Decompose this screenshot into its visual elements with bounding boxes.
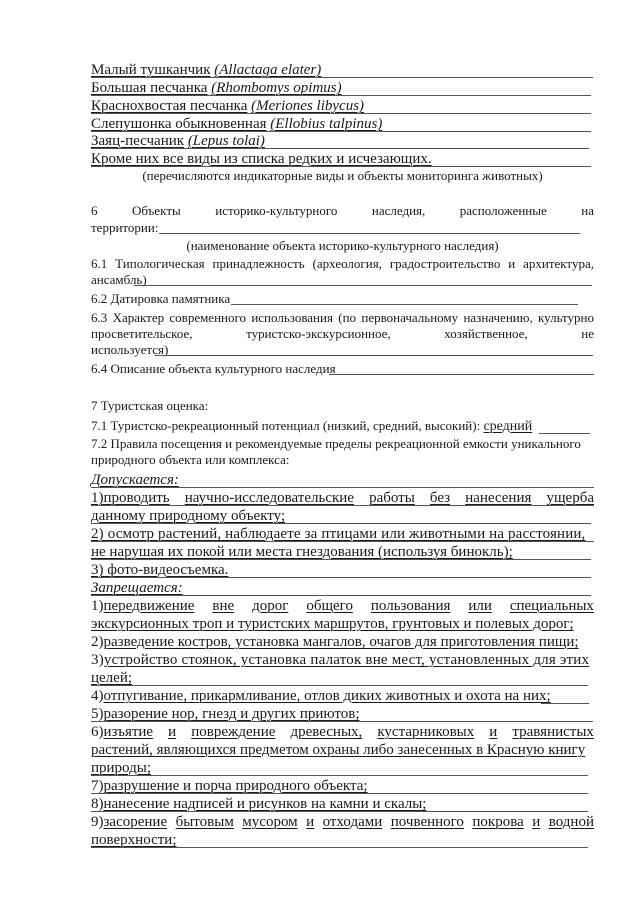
allowed-item-2: 2) осмотр растений, наблюдаете за птицами или животными на расстоянии, [91,526,586,542]
s62: 6.2 Датировка памятника [91,291,231,306]
forbidden-item-9: 9)засорение бытовым мусором и отходами почвенного покрова и водной [91,814,594,830]
allowed-item-3: 3) фото-видеосъемка. [91,562,229,578]
s71-input-line[interactable] [539,433,590,434]
s71-value[interactable]: средний [483,419,533,434]
forbidden-item-6-cont: растений, являющихся предметом охраны либо занесенных в Красную книгу [91,742,586,758]
species-latin: (Lepus tolai) [187,133,265,149]
species-latin: (Allactaga elater) [214,62,322,78]
forbidden-item-6-cont2: природы; [91,760,151,776]
fill-line [91,523,591,524]
s61-input-line[interactable] [134,285,592,286]
forbidden-item-2: 2)разведение костров, установка мангалов, очагов для приготовления пищи; [91,634,579,650]
fill-line [91,577,591,578]
section6-territory: территории: [91,220,159,235]
s61-line2: ансамбль) [91,272,147,287]
species-name: Малый тушканчик [91,62,211,78]
allowed-item-1: 1)проводить научно-исследовательские работы без нанесения ущерба [91,490,594,506]
forbidden-item-1: 1)передвижение вне дорог общего пользования или специальных [91,598,594,614]
species-name: Слепушонка обыкновенная [91,116,267,132]
forbidden-item-6: 6)изъятие и повреждение древесных, кустарниковых и травянистых [91,724,594,740]
species-latin: (Ellobius talpinus) [270,116,383,132]
fill-line [91,166,591,167]
fill-line [91,595,591,596]
allowed-item-2-cont: не нарушая их покой или места гнездования (используя бинокль); [91,544,513,560]
fill-line [91,95,591,96]
s61-line1: 6.1 Типологическая принадлежность (археология, градостроительство и архитектура, [91,256,594,271]
forbidden-item-1-cont: экскурсионных троп и туристских маршрутов, грунтовых и полевых дорог; [91,616,574,632]
species-latin: (Rhombomys opimus) [211,80,342,96]
fill-line [91,487,594,488]
fill-line [91,793,588,794]
s63-line3: используется) [91,342,169,357]
forbidden-item-8: 8)нанесение надписей и рисунков на камни и скалы; [91,796,427,812]
fill-line [91,847,588,848]
s63-line2: просветительское, туристско-экскурсионное, хозяйственное, не [91,326,594,341]
species-name: Краснохвостая песчанка [91,98,248,114]
section7-heading: 7 Туристская оценка: [91,398,209,413]
forbidden-item-3: 3)устройство стоянок, установка палаток вне мест, установленных для этих [91,652,590,668]
species-latin: (Meriones libycus) [251,98,365,114]
s72-line1: 7.2 Правила посещения и рекомендуемые пределы рекреационной емкости уникального [91,436,581,451]
forbidden-item-5: 5)разорение нор, гнезд и других приютов; [91,706,360,722]
species-name: Заяц-песчаник [91,133,185,149]
species-name: Большая песчанка [91,80,208,96]
fill-line [541,703,589,704]
allowed-title: Допускается: [91,472,179,488]
s72-line2: природного объекта или комплекса: [91,452,290,467]
forbidden-item-4: 4)отпугивание, прикармливание, отлов диких животных и охота на них; [91,688,551,704]
fill-line [91,505,594,506]
species-caption: (перечисляются индикаторные виды и объекты мониторинга животных) [142,168,543,183]
s64-input-line[interactable] [329,374,594,375]
section6-caption: (наименование объекта историко-культурного наследия) [186,238,499,253]
fill-line [91,541,594,542]
territory-input-line[interactable] [159,233,580,234]
species-extra: Кроме них все виды из списка редких и исчезающих. [91,151,432,167]
fill-line [91,113,591,114]
fill-line [91,685,588,686]
allowed-item-1-cont: данному природному объекту; [91,508,286,524]
s63-line1: 6.3 Характер современного использования (по первоначальному назначению, культурно [91,310,594,325]
forbidden-title: Запрещается: [91,580,183,596]
s62-input-line[interactable] [231,304,578,305]
s64: 6.4 Описание объекта культурного наследия [91,361,336,376]
fill-line [91,148,589,149]
section6-heading: 6 Объекты историко-культурного наследия, расположенные на [91,203,594,218]
forbidden-item-9-cont: поверхности; [91,832,177,848]
fill-line [91,77,593,78]
forbidden-item-7: 7)разрушение и порча природного объекта; [91,778,368,794]
s71: 7.1 Туристско-рекреационный потенциал (низкий, средний, высокий): средний [91,418,533,434]
forbidden-item-3-cont: целей; [91,670,133,686]
fill-line [91,559,591,560]
fill-line [91,775,588,776]
fill-line [91,811,588,812]
s63-input-line[interactable] [155,355,593,356]
fill-line [91,721,593,722]
